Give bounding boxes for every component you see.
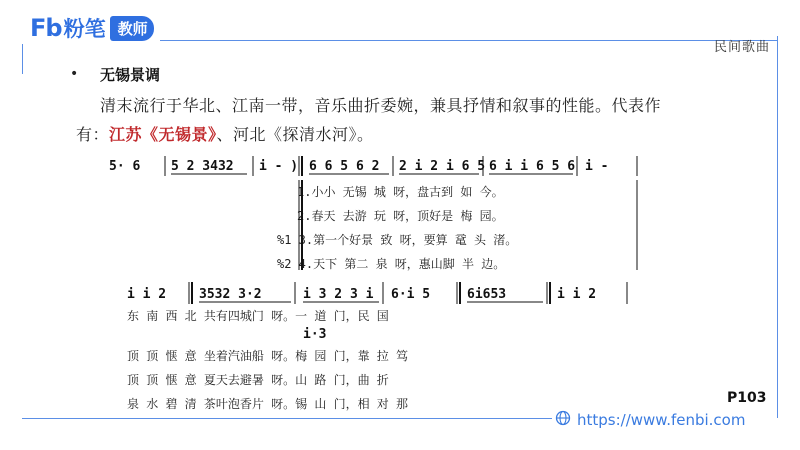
score-row1-seg4: 6 6 5 6 2	[309, 159, 380, 174]
verse-1: 1.小小 无锡 城 呀，盘古到 如 今。	[297, 185, 504, 199]
score-row2-seg2: 3532 3·2	[199, 287, 262, 302]
score-row1-seg7: i -	[585, 159, 609, 174]
score-row1-seg1: 5· 6	[109, 159, 141, 174]
heading: 无锡景调	[100, 66, 161, 84]
score-row2-seg3: i 3 2 3 i	[303, 287, 374, 302]
page-number: P103	[727, 390, 767, 406]
logo	[30, 13, 154, 43]
paragraph-line-2	[76, 122, 374, 145]
score-row1-seg2: 5 2 3432	[171, 159, 234, 174]
paragraph-line-1: 清末流行于华北、江南一带，音乐曲折委婉，兼具抒情和叙事的性能。代表作	[100, 96, 662, 115]
logo-badge: 教师	[110, 16, 154, 41]
lyric-line-2: 顶 顶 惬 意 坐着汽油船 呀。梅 园 门，靠 拉 笃	[127, 349, 409, 363]
para2-prefix: 有：	[76, 125, 110, 144]
footer-divider	[22, 418, 552, 419]
score-row2-seg6: i i 2	[557, 287, 597, 302]
header-divider	[160, 40, 778, 41]
footer-url[interactable]	[555, 410, 745, 430]
score-row1-seg3: i - )	[259, 159, 299, 174]
verse-2: 2.春天 去游 玩 呀，顶好是 梅 园。	[297, 209, 504, 223]
logo-name: 粉笔	[63, 17, 106, 41]
score-row2-seg1: i i 2	[127, 287, 167, 302]
logo-mark: Fb	[30, 14, 62, 42]
score-row1-seg6: 6 i i 6 5 6	[489, 159, 576, 174]
para2-suffix: 、河北《探清水河》。	[216, 125, 374, 144]
url-text[interactable]: https://www.fenbi.com	[577, 411, 746, 429]
verse-4: %2 4.天下 第二 泉 呀，惠山脚 半 边。	[277, 257, 506, 271]
lyric-line-1: 东 南 西 北 共有四城门 呀。一 道 门，民 国	[127, 309, 389, 323]
lyric-line-3: 顶 顶 惬 意 夏天去避暑 呀。山 路 门，曲 折	[127, 373, 389, 387]
section-title: 民间歌曲	[713, 40, 770, 55]
frame-right	[777, 36, 778, 418]
score-row1-seg5: 2 i 2 i 6 5	[399, 159, 486, 174]
frame-left	[22, 44, 23, 74]
globe-icon	[555, 410, 571, 430]
alt-note: i·3	[303, 327, 327, 342]
lyric-line-4: 泉 水 碧 清 茶叶泡香片 呀。锡 山 门，相 对 那	[127, 397, 409, 411]
bullet: •	[70, 66, 79, 82]
verse-3: %1 3.第一个好景 致 呀，要算 鼋 头 渚。	[277, 233, 518, 247]
highlight-song: 江苏《无锡景》	[109, 125, 217, 144]
score-row2-seg5: 6i653	[467, 287, 507, 302]
music-score	[107, 150, 647, 412]
score-row2-seg4: 6·i 5	[391, 287, 431, 302]
